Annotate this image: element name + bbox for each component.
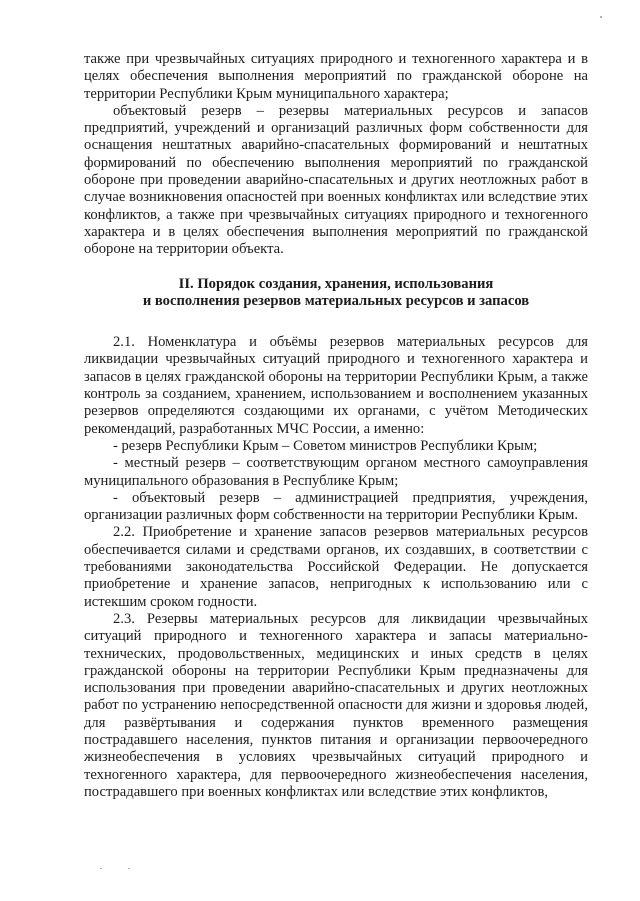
list-item-object-reserve: - объектовый резерв – администрацией предприятия, учреждения, организации различных форм собственности на территории Республики Крым. (84, 489, 588, 524)
list-item-local-reserve: - местный резерв – соответствующим органом местного самоуправления муниципального образования в Республике Крым; (84, 455, 588, 489)
intro-paragraph-1: также при чрезвычайных ситуациях природного и техногенного характера и в целях обеспечения выполнения мероприятий по гражданской обороне на территории Республики Крым муниципального характера; (84, 51, 588, 102)
intro-paragraph-2: объектовый резерв – резервы материальных ресурсов и запасов предприятий, учреждений и организаций различных форм собственности для оснащения нештатных аварийно-спасательных формирований и нештатных формирований по обеспечению выполнения мероприятий по гражданской обороне при проведении аварийно-спасательных и других неотложных работ в случае возникновения опасностей при военных конфликтах или вследствие этих конфликтов, а также при чрезвычайных ситуациях природного и техногенного характера и в целях обеспечения выполнения мероприятий по гражданской обороне на территории объекта. (84, 102, 588, 258)
scan-speck (600, 16, 602, 18)
section-heading-line-1: II. Порядок создания, хранения, использования (178, 275, 494, 292)
document-body (84, 51, 588, 801)
section-heading-line-2: и восполнения резервов материальных ресурсов и запасов (142, 292, 530, 309)
paragraph-2-3: 2.3. Резервы материальных ресурсов для ликвидации чрезвычайных ситуаций природного и техногенного характера и запасы материально-технических, продовольственных, медицинских и иных средств в целях гражданской обороны на территории Республики Крым предназначены для использования при проведении аварийно-спасательных и других неотложных работ по устранению непосредственной опасности для жизни и здоровья людей, для развёртывания и содержания пунктов временного размещения пострадавшего населения, пунктов питания и организации первоочередного жизнеобеспечения в условиях чрезвычайных ситуаций природного и техногенного характера, для первоочередного жизнеобеспечения населения, пострадавшего при военных конфликтах или вследствие этих конфликтов, (84, 610, 588, 800)
list-item-republic-reserve: - резерв Республики Крым – Советом министров Республики Крым; (113, 437, 538, 454)
section-heading (84, 276, 588, 311)
scan-speck (128, 868, 130, 869)
paragraph-2-2: 2.2. Приобретение и хранение запасов резервов материальных ресурсов обеспечивается силами и средствами органов, их создавших, в соответствии с требованиями законодательства Российской Федерации. Не допускается приобретение и хранение запасов, непригодных к использованию или с истекшим сроком годности. (84, 524, 588, 610)
paragraph-2-1: 2.1. Номенклатура и объёмы резервов материальных ресурсов для ликвидации чрезвычайных ситуаций природного и техногенного характера и запасов в целях гражданской обороны на территории Республики Крым, а также контроль за созданием, хранением, использованием и восполнением указанных резервов определяются создающими их органами, с учётом Методических рекомендаций, разработанных МЧС России, а именно: (84, 334, 588, 437)
scan-speck (100, 868, 102, 869)
